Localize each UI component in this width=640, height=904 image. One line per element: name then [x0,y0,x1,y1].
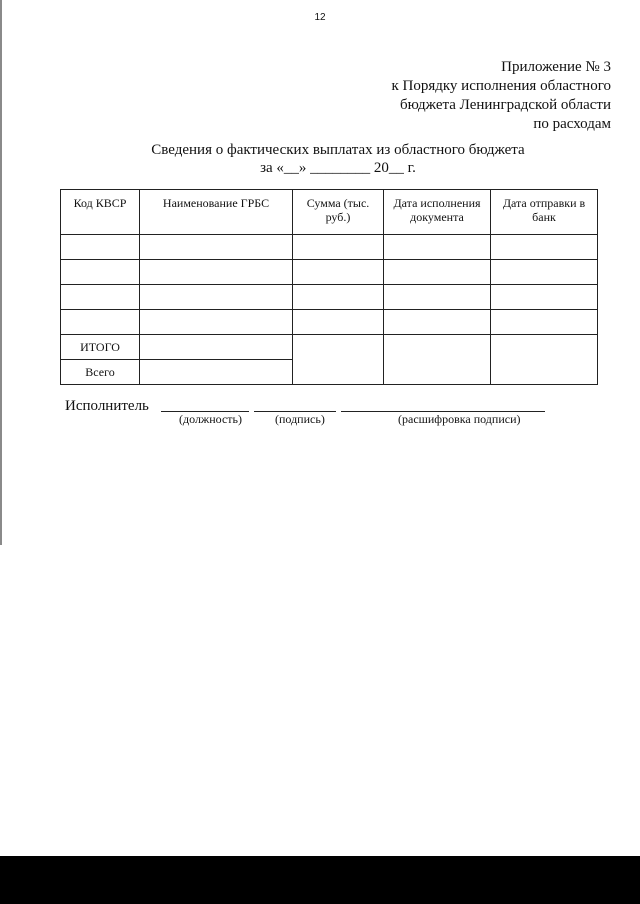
document-title [0,141,640,177]
decoding-hint: (расшифровка подписи) [398,412,521,426]
table-cell[interactable] [140,260,293,285]
table-cell[interactable] [293,260,384,285]
total-execution-date-cell[interactable] [384,335,491,385]
header-grbs-name: Наименование ГРБС [140,190,293,235]
attachment-line: Приложение № 3 [501,59,611,75]
table-cell[interactable] [384,310,491,335]
table-cell[interactable] [293,310,384,335]
table-cell[interactable] [140,235,293,260]
attachment-line: бюджета Ленинградской области [399,97,611,113]
table-row [61,260,598,285]
table-cell[interactable] [140,360,293,385]
scan-bottom-bar [0,856,640,904]
header-kvsr: Код КВСР [61,190,140,235]
attachment-block [391,58,611,134]
total-row [61,335,598,360]
table-cell[interactable] [293,285,384,310]
grand-total-label: Всего [61,360,140,385]
table-cell[interactable] [491,235,598,260]
attachment-line: по расходам [533,116,611,132]
document-title-line: Сведения о фактических выплатах из областного бюджета [151,142,525,158]
header-execution-date: Дата исполнения документа [384,190,491,235]
total-amount-cell[interactable] [293,335,384,385]
table-header-row [61,190,598,235]
table-cell[interactable] [293,235,384,260]
position-hint: (должность) [179,412,242,426]
total-bank-date-cell[interactable] [491,335,598,385]
table-cell[interactable] [61,310,140,335]
header-bank-date: Дата отправки в банк [491,190,598,235]
table-cell[interactable] [384,235,491,260]
attachment-line: к Порядку исполнения областного [391,78,611,94]
table-cell[interactable] [491,285,598,310]
signature-hint: (подпись) [275,412,325,426]
table-cell[interactable] [61,260,140,285]
table-row [61,285,598,310]
total-label: ИТОГО [61,335,140,360]
table-cell[interactable] [61,285,140,310]
page-number: 12 [314,12,326,23]
table-cell[interactable] [140,335,293,360]
table-cell[interactable] [491,260,598,285]
signature-block [65,398,565,438]
table-cell[interactable] [61,235,140,260]
table-cell[interactable] [384,285,491,310]
table-cell[interactable] [140,285,293,310]
table-row [61,235,598,260]
scan-left-edge [0,0,2,545]
table-cell[interactable] [491,310,598,335]
header-amount: Сумма (тыс. руб.) [293,190,384,235]
table-cell[interactable] [384,260,491,285]
payments-table [60,189,598,385]
table-row [61,310,598,335]
document-period-line: за «__» ________ 20__ г. [260,160,416,176]
table-cell[interactable] [140,310,293,335]
executor-label: Исполнитель [65,398,149,414]
